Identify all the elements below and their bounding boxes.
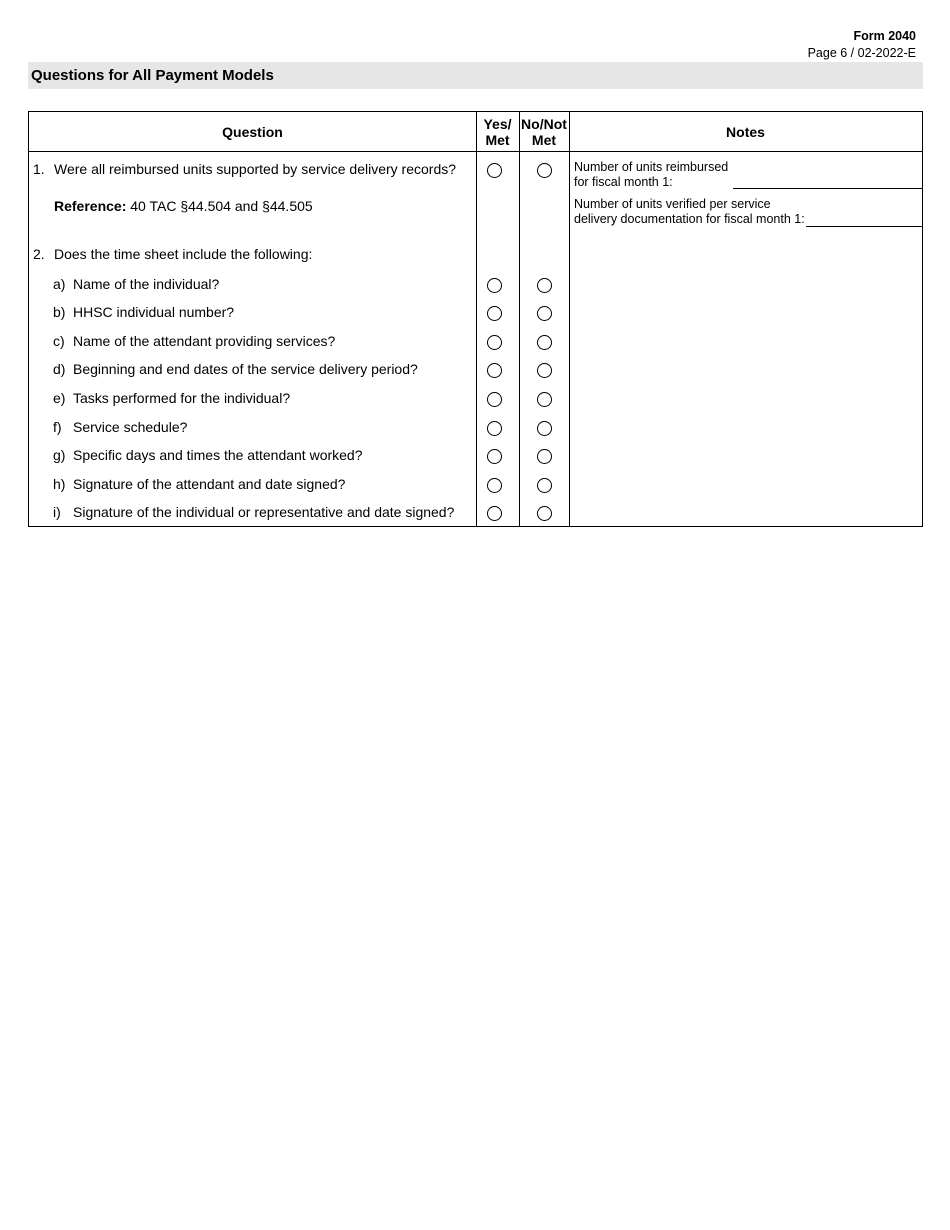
column-divider: [569, 112, 570, 526]
column-header-question: Question: [222, 124, 283, 140]
question-2h-text: Signature of the attendant and date signed?: [73, 476, 346, 492]
question-2e-text: Tasks performed for the individual?: [73, 390, 291, 406]
question-2b-text: HHSC individual number?: [73, 304, 235, 320]
column-header-yes-met: [476, 112, 519, 152]
note-units-verified-label: Number of units verified per service delivery documentation for fiscal month 1:: [574, 197, 805, 226]
question-2e-letter: e): [53, 390, 66, 406]
question-2f-letter: f): [53, 419, 62, 435]
form-header: [808, 28, 916, 62]
question-2c-yes-radio[interactable]: [487, 335, 502, 350]
question-2e-no-radio[interactable]: [537, 392, 552, 407]
question-2e-yes-radio[interactable]: [487, 392, 502, 407]
question-2c-text: Name of the attendant providing services?: [73, 333, 336, 349]
no-met-line2: Met: [531, 132, 557, 148]
question-2i-no-radio[interactable]: [537, 506, 552, 521]
question-2g-text: Specific days and times the attendant worked?: [73, 447, 363, 463]
question-2h-letter: h): [53, 476, 66, 492]
question-2a-text: Name of the individual?: [73, 276, 220, 292]
question-2f-yes-radio[interactable]: [487, 421, 502, 436]
column-divider: [519, 112, 520, 526]
question-2a-no-radio[interactable]: [537, 278, 552, 293]
reference-label: Reference:: [54, 198, 127, 214]
page-info: Page 6 / 02-2022-E: [807, 46, 916, 60]
section-title: Questions for All Payment Models: [31, 67, 274, 84]
yes-met-line2: Met: [485, 132, 510, 148]
question-1-no-radio[interactable]: [537, 163, 552, 178]
column-header-notes: Notes: [726, 124, 765, 140]
question-2d-text: Beginning and end dates of the service delivery period?: [73, 361, 418, 377]
question-2f-text: Service schedule?: [73, 419, 188, 435]
question-2i-letter: i): [53, 504, 61, 520]
question-2h-no-radio[interactable]: [537, 478, 552, 493]
question-2c-letter: c): [53, 333, 65, 349]
question-2b-no-radio[interactable]: [537, 306, 552, 321]
question-2i-text: Signature of the individual or representative and date signed?: [73, 504, 455, 520]
questions-table: [28, 111, 923, 527]
question-2g-yes-radio[interactable]: [487, 449, 502, 464]
reference-text: 40 TAC §44.504 and §44.505: [130, 198, 313, 214]
question-2f-no-radio[interactable]: [537, 421, 552, 436]
question-2c-no-radio[interactable]: [537, 335, 552, 350]
question-2h-yes-radio[interactable]: [487, 478, 502, 493]
units-reimbursed-input-line[interactable]: [733, 188, 922, 189]
question-1-text: Were all reimbursed units supported by service delivery records?: [54, 161, 457, 177]
question-2d-yes-radio[interactable]: [487, 363, 502, 378]
form-number: Form 2040: [853, 29, 916, 43]
question-1-reference: [54, 198, 313, 214]
units-verified-input-line[interactable]: [806, 226, 922, 227]
question-2i-yes-radio[interactable]: [487, 506, 502, 521]
column-divider: [476, 112, 477, 526]
question-2d-no-radio[interactable]: [537, 363, 552, 378]
note-units-reimbursed-label: Number of units reimbursed for fiscal month 1:: [574, 160, 729, 189]
no-met-line1: No/Not: [521, 116, 567, 132]
question-2d-letter: d): [53, 361, 66, 377]
question-2b-yes-radio[interactable]: [487, 306, 502, 321]
question-2a-letter: a): [53, 276, 66, 292]
question-1-yes-radio[interactable]: [487, 163, 502, 178]
question-2b-letter: b): [53, 304, 66, 320]
column-header-no-not-met: [519, 112, 569, 152]
question-2-number: 2.: [33, 246, 45, 262]
question-2g-letter: g): [53, 447, 66, 463]
yes-met-line1: Yes/: [483, 116, 512, 132]
section-header: [28, 62, 923, 89]
question-2a-yes-radio[interactable]: [487, 278, 502, 293]
question-2g-no-radio[interactable]: [537, 449, 552, 464]
question-2-text: Does the time sheet include the following:: [54, 246, 313, 262]
question-1-number: 1.: [33, 161, 45, 177]
